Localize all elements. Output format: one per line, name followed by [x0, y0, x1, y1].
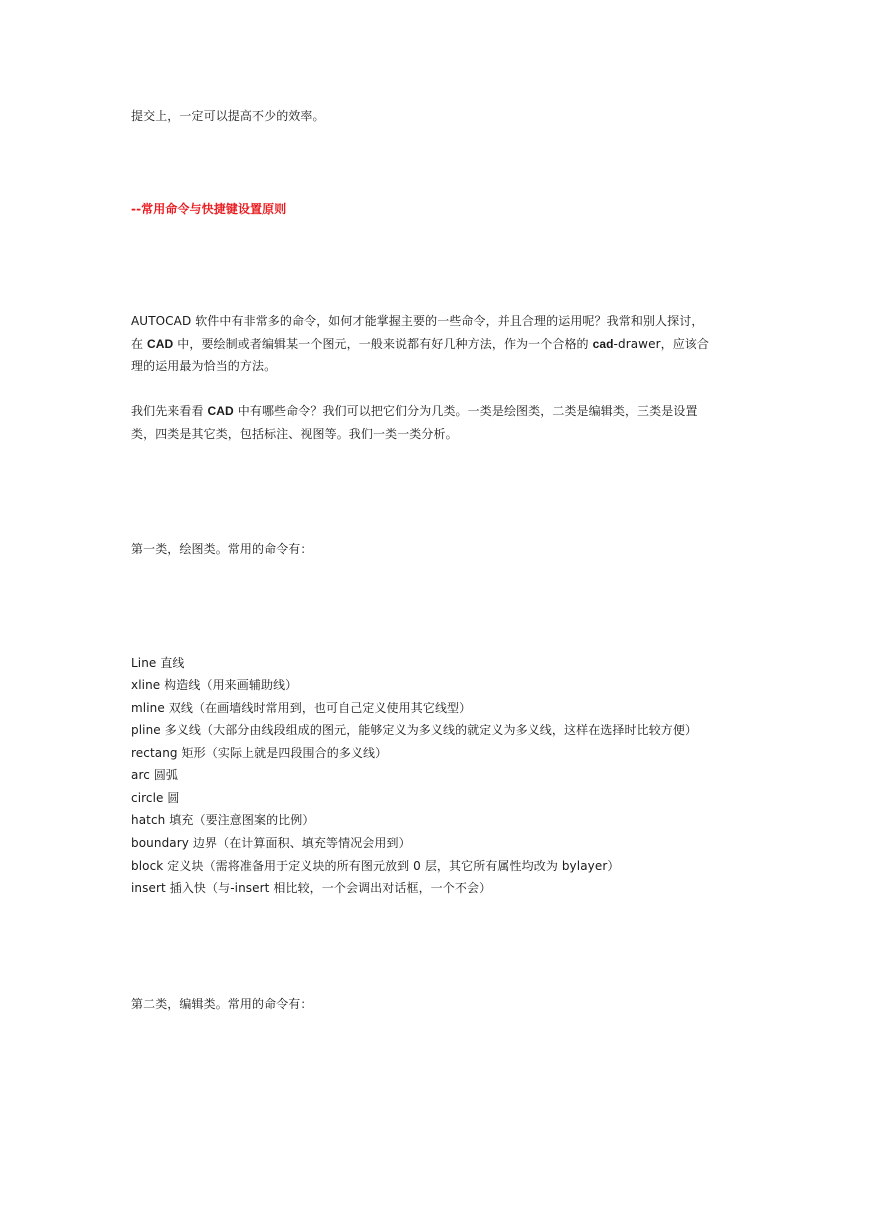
- paragraph1-line1: AUTOCAD 软件中有非常多的命令，如何才能掌握主要的一些命令，并且合理的运用呢？我常和别人探讨，: [131, 314, 704, 328]
- draw-command-block: block 定义块（需将准备用于定义块的所有图元放到 0 层，其它所有属性均改为 bylayer）: [131, 859, 620, 873]
- draw-command-xline: xline 构造线（用来画辅助线）: [131, 678, 298, 692]
- category2-title: 第二类，编辑类。常用的命令有：: [131, 997, 313, 1011]
- paragraph2-line1: 我们先来看看 CAD 中有哪些命令？我们可以把它们分为几类。一类是绘图类，二类是编辑类，三类是设置: [131, 404, 698, 418]
- draw-command-hatch: hatch 填充（要注意图案的比例）: [131, 813, 315, 827]
- draw-command-circle: circle 圆: [131, 791, 180, 805]
- paragraph1-line3: 理的运用最为恰当的方法。: [131, 359, 277, 373]
- draw-command-rectang: rectang 矩形（实际上就是四段围合的多义线）: [131, 746, 388, 760]
- draw-command-insert: insert 插入快（与-insert 相比较，一个会调出对话框，一个不会）: [131, 881, 492, 895]
- section-heading: --常用命令与快捷键设置原则: [131, 202, 287, 216]
- paragraph2-line2: 类，四类是其它类，包括标注、视图等。我们一类一类分析。: [131, 427, 458, 441]
- draw-command-mline: mline 双线（在画墙线时常用到，也可自己定义使用其它线型）: [131, 701, 472, 715]
- draw-command-pline: pline 多义线（大部分由线段组成的图元，能够定义为多义线的就定义为多义线，这样在选择时比较方便）: [131, 723, 698, 737]
- paragraph1-line2: 在 CAD 中，要绘制或者编辑某一个图元，一般来说都有好几种方法，作为一个合格的 cad-drawer，应该合: [131, 337, 710, 351]
- draw-command-arc: arc 圆弧: [131, 768, 179, 782]
- category1-title: 第一类，绘图类。常用的命令有：: [131, 542, 313, 556]
- draw-command-boundary: boundary 边界（在计算面积、填充等情况会用到）: [131, 836, 411, 850]
- intro-line: 提交上，一定可以提高不少的效率。: [131, 109, 325, 123]
- draw-command-line: Line 直线: [131, 656, 185, 670]
